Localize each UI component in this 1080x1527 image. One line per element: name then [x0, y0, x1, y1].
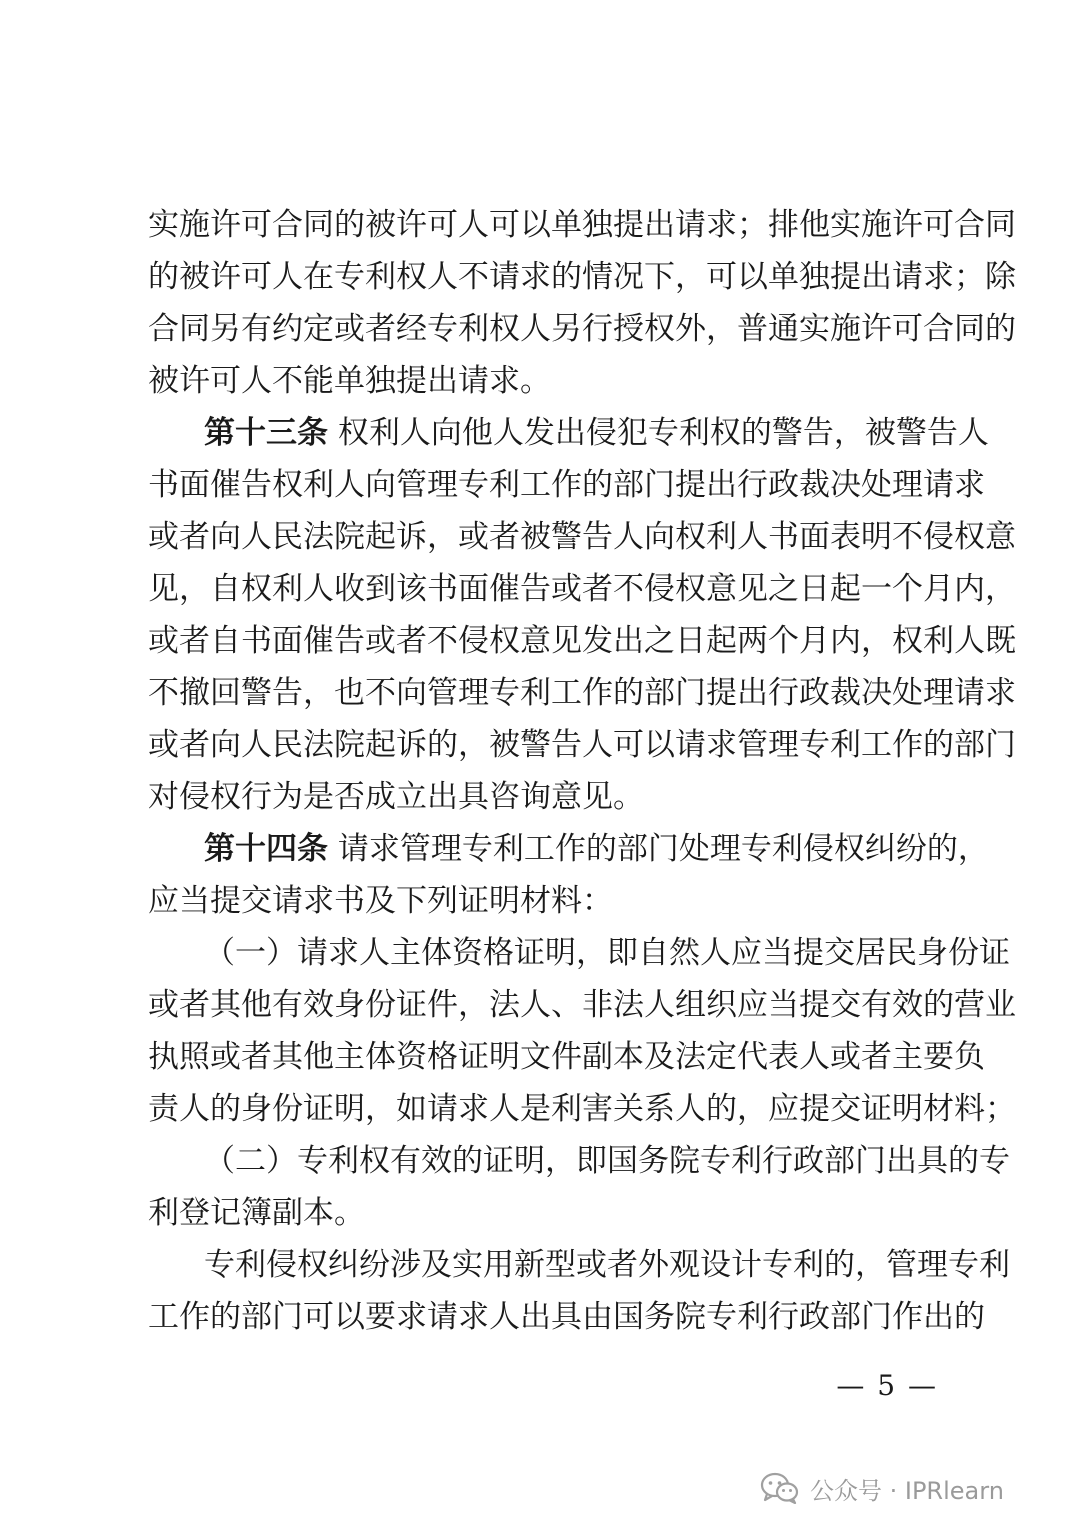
watermark-text: 公众号 · IPRlearn	[810, 1476, 1004, 1505]
wechat-icon	[760, 1472, 800, 1504]
article-heading: 第十四条	[204, 831, 328, 867]
text-line: 或者向人民法院起诉，或者被警告人向权利人书面表明不侵权意	[148, 519, 1016, 555]
text-line: 或者向人民法院起诉的，被警告人可以请求管理专利工作的部门	[148, 727, 1016, 763]
article-heading: 第十三条	[204, 415, 328, 451]
text-line: 利登记簿副本。	[148, 1195, 365, 1231]
text-line: 不撤回警告，也不向管理专利工作的部门提出行政裁决处理请求	[148, 675, 1016, 711]
article-text: 请求管理专利工作的部门处理专利侵权纠纷的，	[337, 831, 989, 867]
text-line: 的被许可人在专利权人不请求的情况下，可以单独提出请求；除	[148, 259, 1016, 295]
text-line: 专利侵权纠纷涉及实用新型或者外观设计专利的，管理专利	[204, 1247, 1010, 1283]
text-line: 或者自书面催告或者不侵权意见发出之日起两个月内，权利人既	[148, 623, 1016, 659]
text-line: 对侵权行为是否成立出具咨询意见。	[148, 779, 644, 815]
text-line: 责人的身份证明，如请求人是利害关系人的，应提交证明材料；	[148, 1091, 1016, 1127]
watermark	[760, 1468, 1004, 1508]
text-line: 被许可人不能单独提出请求。	[148, 363, 551, 399]
text-line: 见，自权利人收到该书面催告或者不侵权意见之日起一个月内，	[148, 571, 1016, 607]
text-line: （一）请求人主体资格证明，即自然人应当提交居民身份证	[204, 935, 1010, 971]
text-line: 应当提交请求书及下列证明材料：	[148, 883, 613, 919]
text-line: 合同另有约定或者经专利权人另行授权外，普通实施许可合同的	[148, 311, 1016, 347]
text-line: （二）专利权有效的证明，即国务院专利行政部门出具的专	[204, 1143, 1010, 1179]
text-line: 工作的部门可以要求请求人出具由国务院专利行政部门作出的	[148, 1299, 985, 1335]
page-number: — 5 —	[836, 1369, 938, 1402]
article-text: 权利人向他人发出侵犯专利权的警告，被警告人	[337, 415, 989, 451]
text-line: 书面催告权利人向管理专利工作的部门提出行政裁决处理请求	[148, 467, 985, 503]
text-line: 执照或者其他主体资格证明文件副本及法定代表人或者主要负	[148, 1039, 985, 1075]
text-line: 实施许可合同的被许可人可以单独提出请求；排他实施许可合同	[148, 207, 1016, 243]
text-line: 或者其他有效身份证件，法人、非法人组织应当提交有效的营业	[148, 987, 1016, 1023]
article-13-first-line	[204, 413, 989, 453]
article-14-first-line	[204, 829, 989, 869]
